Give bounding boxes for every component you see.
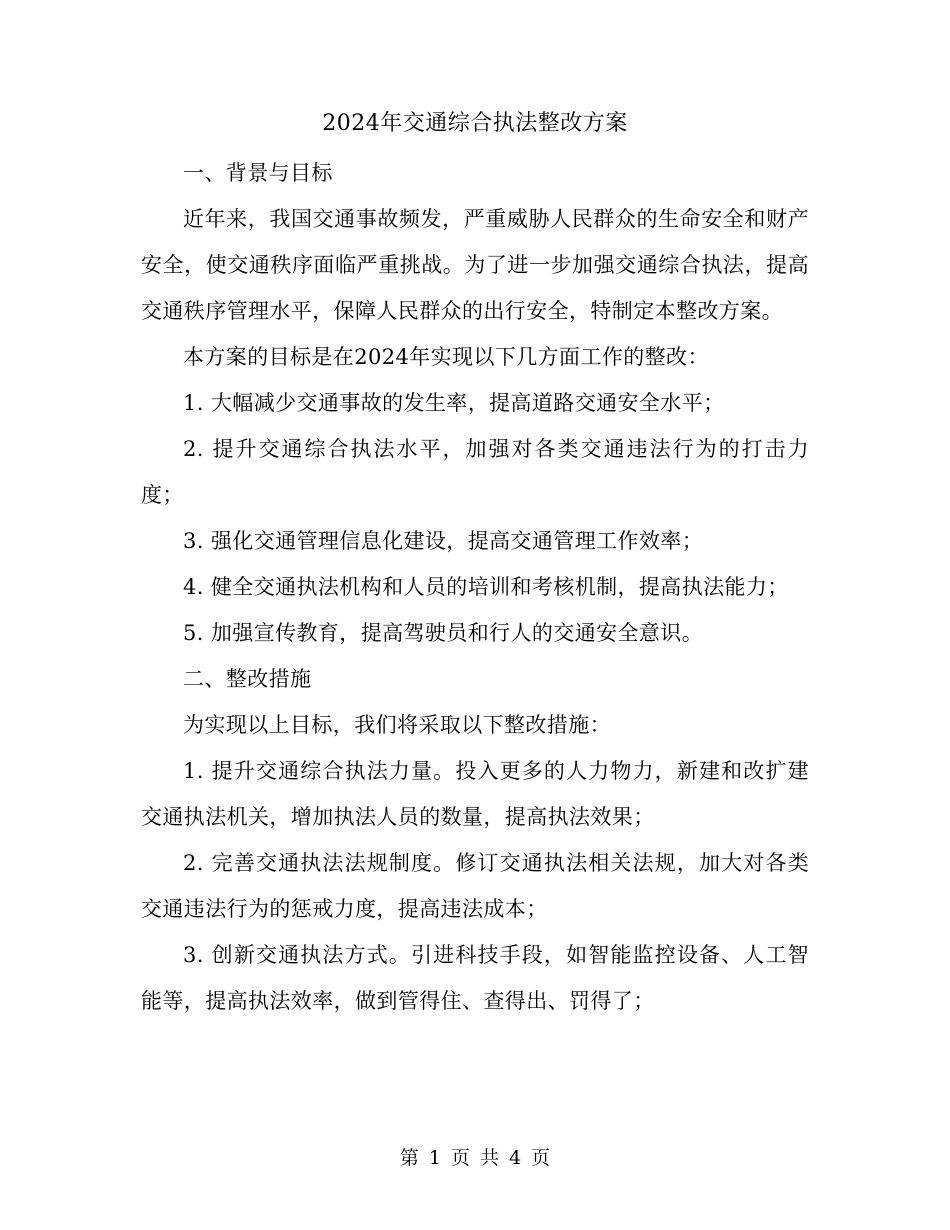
goal-item-4: 4. 健全交通执法机构和人员的培训和考核机制，提高执法能力； [183,575,789,599]
document-body [141,150,809,1024]
measure-item-3: 3. 创新交通执法方式。引进科技手段，如智能监控设备、人工智能等，提高执法效率，做到管得住、查得出、罚得了； [141,943,809,1013]
goal-item-1: 1. 大幅减少交通事故的发生率，提高道路交通安全水平； [183,391,725,415]
section-heading-background: 一、背景与目标 [183,161,333,185]
measure-item-2: 2. 完善交通执法法规制度。修订交通执法相关法规，加大对各类交通违法行为的惩戒力度，提高违法成本； [141,851,809,921]
measure-item-1: 1. 提升交通综合执法力量。投入更多的人力物力，新建和改扩建交通执法机关，增加执法人员的数量，提高执法效果； [141,759,809,829]
paragraph-goals-intro: 本方案的目标是在2024年实现以下几方面工作的整改： [183,345,709,369]
goal-item-5: 5. 加强宣传教育，提高驾驶员和行人的交通安全意识。 [183,621,704,645]
paragraph-background: 近年来，我国交通事故频发，严重威胁人民群众的生命安全和财产安全，使交通秩序面临严重挑战。为了进一步加强交通综合执法，提高交通秩序管理水平，保障人民群众的出行安全，特制定本整改方案。 [141,207,809,323]
section-heading-measures: 二、整改措施 [183,667,312,691]
goal-item-3: 3. 强化交通管理信息化建设，提高交通管理工作效率； [183,529,704,553]
page-number-footer: 第 1 页 共 4 页 [399,1147,551,1169]
goal-item-2: 2. 提升交通综合执法水平，加强对各类交通违法行为的打击力度； [141,437,809,507]
paragraph-measures-intro: 为实现以上目标，我们将采取以下整改措施： [183,713,611,737]
document-title: 2024年交通综合执法整改方案 [322,111,628,136]
